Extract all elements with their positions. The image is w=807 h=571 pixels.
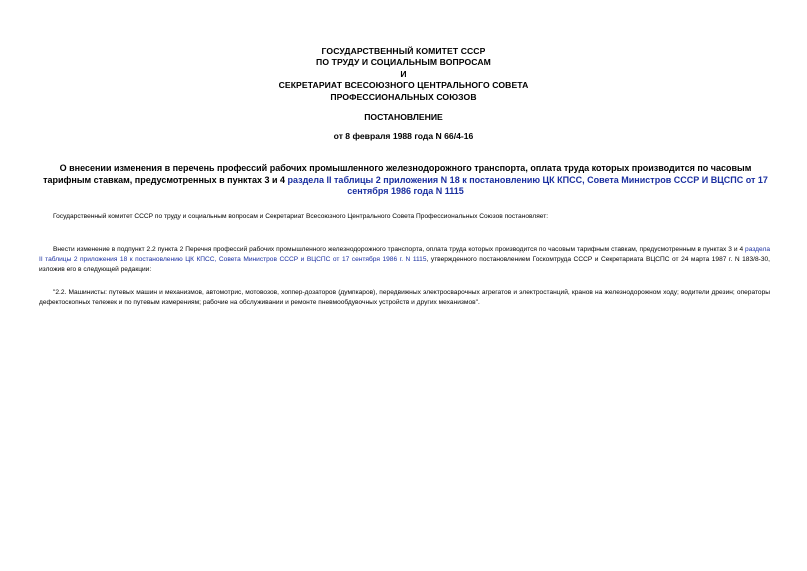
title-text: О внесении изменения в перечень профессий рабочих промышленного железнодорожного транспорта, оплата труда которых производится по часовым тарифным ставкам, предусмотренных в пунктах 3 и 4 bbox=[43, 163, 752, 185]
resolution-reference-link[interactable]: раздела II таблицы 2 приложения 18 к постановлению ЦК КПСС, Совета Министров СССР и ВЦСПС от 17 сентября 1986 г. N 1115 bbox=[39, 246, 770, 264]
paragraph-new-wording: "2.2. Машинисты: путевых машин и механизмов, автомотрис, мотовозов, хоппер-дозаторов (думпкаров), передвижных электросварочных агрегатов и электростанций, кранов на железнодорожном ходу; водители дрезин; операторы дефектоскопных тележек и по путевым измерениям; рабочие на обслуживании и ремонте пневмообдувочных устройств и других механизмов". bbox=[39, 289, 770, 307]
title-reference-link[interactable]: раздела II таблицы 2 приложения N 18 к постановлению ЦК КПСС, Совета Министров СССР И ВЦСПС от 17 сентября 1986 года N 1115 bbox=[287, 174, 768, 197]
header-line-3: И bbox=[400, 68, 407, 79]
resolution-text-start: Внести изменение в подпункт 2.2 пункта 2 Перечня профессий рабочих промышленного железнодорожного транспорта, оплата труда которых производится по часовым тарифным ставкам, предусмотренным в пунктах 3 и 4 bbox=[53, 246, 746, 253]
document-type: ПОСТАНОВЛЕНИЕ bbox=[364, 112, 443, 122]
paragraph-preamble: Государственный комитет СССР по труду и социальным вопросам и Секретариат Всесоюзного Центрального Совета Профессиональных Союзов постановляет: bbox=[53, 213, 549, 220]
header-line-4: СЕКРЕТАРИАТ ВСЕСОЮЗНОГО ЦЕНТРАЛЬНОГО СОВЕТА bbox=[278, 80, 529, 91]
issuing-authority-header bbox=[0, 46, 807, 103]
document-title bbox=[38, 163, 773, 198]
header-line-5: ПРОФЕССИОНАЛЬНЫХ СОЮЗОВ bbox=[330, 91, 477, 102]
document-date: от 8 февраля 1988 года N 66/4-16 bbox=[333, 131, 474, 141]
resolution-text-end: , утвержденного постановлением Госкомтруда СССР и Секретариата ВЦСПС от 24 марта 1987 г. N 183/8-30, изложив его в следующей редакции: bbox=[39, 256, 770, 274]
paragraph-resolution bbox=[39, 245, 770, 276]
header-line-2: ПО ТРУДУ И СОЦИАЛЬНЫМ ВОПРОСАМ bbox=[316, 57, 491, 68]
header-line-1: ГОСУДАРСТВЕННЫЙ КОМИТЕТ СССР bbox=[321, 46, 486, 56]
